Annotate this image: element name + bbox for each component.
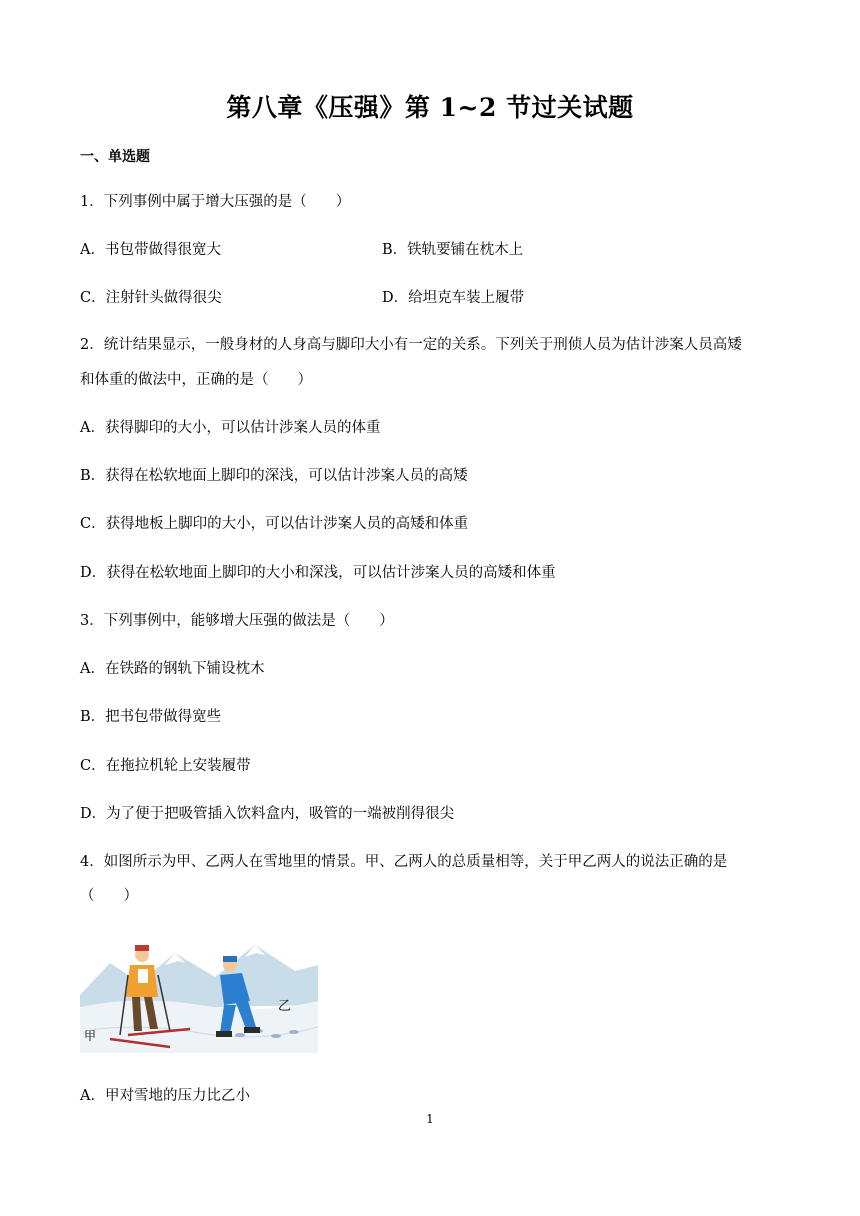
question-1-option-d: D．给坦克车装上履带 <box>382 290 525 306</box>
question-1-stem: 1．下列事例中属于增大压强的是（ ） <box>80 194 351 210</box>
question-3-option-c: C．在拖拉机轮上安装履带 <box>80 758 251 774</box>
skiers-figure <box>80 935 318 1053</box>
question-4-stem-line-2: （ ） <box>80 888 138 904</box>
question-3-option-a: A．在铁路的钢轨下铺设枕木 <box>80 661 265 677</box>
figure-label-jia: 甲 <box>84 1029 97 1043</box>
question-1-option-b: B．铁轨要铺在枕木上 <box>382 242 524 258</box>
question-3-option-b: B．把书包带做得宽些 <box>80 709 222 725</box>
skiers-illustration <box>80 935 318 1053</box>
question-2-option-c: C．获得地板上脚印的大小，可以估计涉案人员的高矮和体重 <box>80 516 469 532</box>
question-4-option-a: A．甲对雪地的压力比乙小 <box>80 1088 250 1104</box>
question-2-option-b: B．获得在松软地面上脚印的深浅，可以估计涉案人员的高矮 <box>80 468 468 484</box>
question-2-stem-line-2: 和体重的做法中，正确的是（ ） <box>80 372 312 388</box>
page-number: 1 <box>426 1112 434 1126</box>
question-2-option-a: A．获得脚印的大小，可以估计涉案人员的体重 <box>80 420 381 436</box>
question-2-option-d: D．获得在松软地面上脚印的大小和深浅，可以估计涉案人员的高矮和体重 <box>80 565 556 581</box>
question-3-option-d: D．为了便于把吸管插入饮料盒内，吸管的一端被削得很尖 <box>80 806 455 822</box>
page-title: 第八章《压强》第 1~2 节过关试题 <box>226 93 634 122</box>
question-3-stem: 3．下列事例中，能够增大压强的做法是（ ） <box>80 613 394 629</box>
question-1-option-c: C．注射针头做得很尖 <box>80 290 222 306</box>
question-1-option-a: A．书包带做得很宽大 <box>80 242 221 258</box>
question-4-stem-line-1: 4．如图所示为甲、乙两人在雪地里的情景。甲、乙两人的总质量相等，关于甲乙两人的说法正确的是 <box>80 854 728 870</box>
figure-label-yi: 乙 <box>278 999 292 1014</box>
section-heading: 一、单选题 <box>80 149 150 165</box>
question-2-stem-line-1: 2．统计结果显示，一般身材的人身高与脚印大小有一定的关系。下列关于刑侦人员为估计涉案人员高矮 <box>80 337 742 353</box>
